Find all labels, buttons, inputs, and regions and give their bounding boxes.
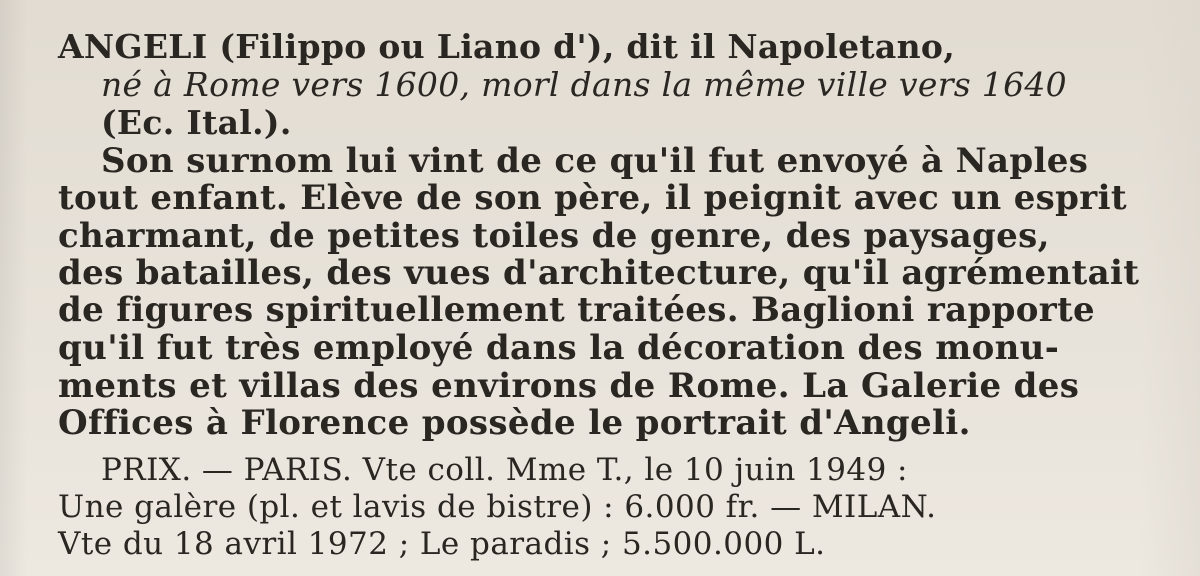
body-line: Offices à Florence possède le portrait d'Angeli. xyxy=(58,403,971,443)
entry-heading: ANGELI (Filippo ou Liano d'), dit il Napoletano, xyxy=(58,27,955,66)
page-edge-shadow xyxy=(1140,0,1200,576)
prix-line: Une galère (pl. et lavis de bistre) : 6.000 fr. — MILAN. xyxy=(58,489,937,525)
prix-line: PRIX. — PARIS. Vte coll. Mme T., le 10 juin 1949 : xyxy=(101,452,908,488)
body-line: ments et villas des environs de Rome. La Galerie des xyxy=(58,366,1080,406)
body-line: Son surnom lui vint de ce qu'il fut envoyé à Naples xyxy=(101,141,1089,181)
body-line: de figures spirituellement traitées. Baglioni rapporte xyxy=(58,290,1096,330)
body-line: qu'il fut très employé dans la décoration des monu- xyxy=(58,328,1060,368)
entry-school: (Ec. Ital.). xyxy=(101,103,292,142)
body-line: des batailles, des vues d'architecture, qu'il agrémentait xyxy=(58,253,1140,293)
prix-line: Vte du 18 avril 1972 ; Le paradis ; 5.500.000 L. xyxy=(58,526,826,562)
body-line: charmant, de petites toiles de genre, des paysages, xyxy=(58,216,1050,256)
body-line: tout enfant. Elève de son père, il peignit avec un esprit xyxy=(58,178,1127,218)
entry-dates: né à Rome vers 1600, morl dans la même ville vers 1640 xyxy=(101,65,1067,104)
